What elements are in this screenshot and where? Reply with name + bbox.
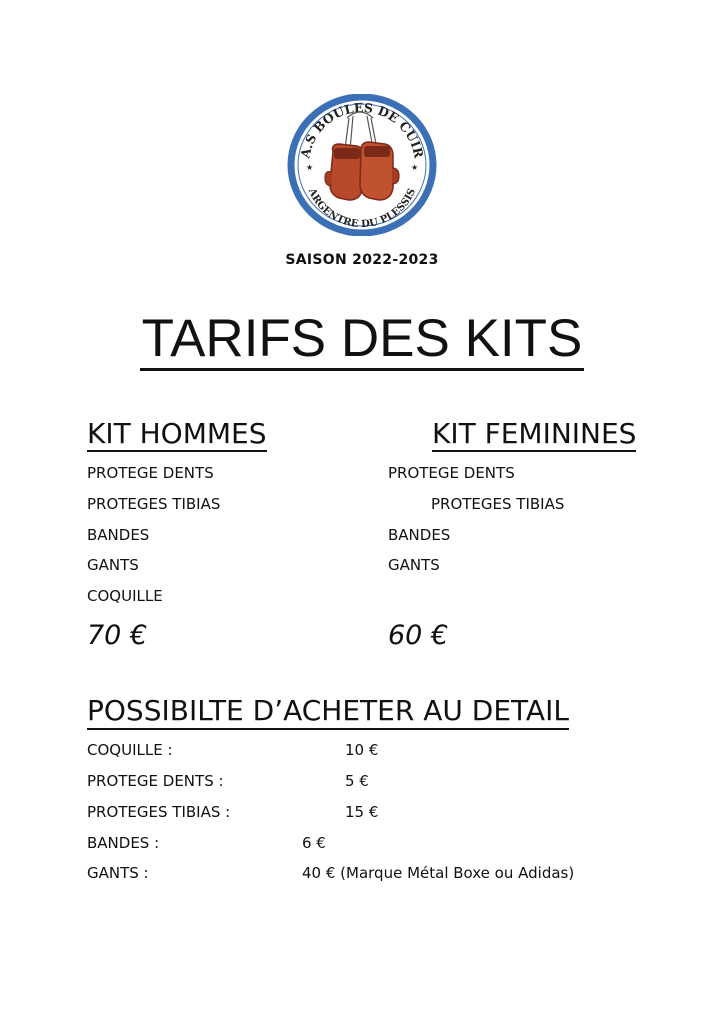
logo-text-top: A.S BOULES DE CUIR: [297, 99, 427, 160]
detail-row-price: 15 €: [345, 803, 379, 821]
detail-row-price: 5 €: [345, 772, 369, 790]
detail-row-price: 10 €: [345, 741, 379, 759]
detail-row-price: 6 €: [302, 834, 326, 852]
logo-text-bottom: ARGENTRE DU PLESSIS: [305, 186, 419, 231]
detail-row-label: GANTS :: [87, 864, 149, 882]
kit-women-item: PROTEGE DENTS: [388, 464, 515, 482]
kit-men-item: BANDES: [87, 526, 150, 544]
season-label: SAISON 2022-2023: [285, 252, 439, 268]
kit-men-heading: KIT HOMMES: [87, 417, 267, 450]
detail-row-label: PROTEGE DENTS :: [87, 772, 224, 790]
kit-women-heading: KIT FEMININES: [432, 417, 637, 450]
page-title-text: TARIFS DES KITS: [140, 309, 585, 371]
kit-women-price: 60 €: [388, 620, 449, 651]
detail-row-label: BANDES :: [87, 834, 160, 852]
kit-men-item: PROTEGES TIBIAS: [87, 495, 221, 513]
kit-men-price: 70 €: [87, 620, 148, 651]
kit-women-item: BANDES: [388, 526, 451, 544]
kit-men-item: PROTEGE DENTS: [87, 464, 214, 482]
page-title: [0, 307, 724, 371]
boxing-gloves-logo-icon: [287, 94, 437, 236]
svg-text:★: ★: [411, 163, 419, 172]
kit-men-item: COQUILLE: [87, 587, 163, 605]
svg-text:★: ★: [306, 163, 314, 172]
kit-women-item: GANTS: [388, 556, 440, 574]
detail-heading: POSSIBILTE D’ACHETER AU DETAIL: [87, 694, 569, 730]
detail-row-label: PROTEGES TIBIAS :: [87, 803, 231, 821]
detail-row-label: COQUILLE :: [87, 741, 173, 759]
kit-women-item: PROTEGES TIBIAS: [431, 495, 565, 513]
club-logo: [287, 94, 437, 236]
detail-row-price: 40 € (Marque Métal Boxe ou Adidas): [302, 864, 575, 882]
kit-men-item: GANTS: [87, 556, 139, 574]
